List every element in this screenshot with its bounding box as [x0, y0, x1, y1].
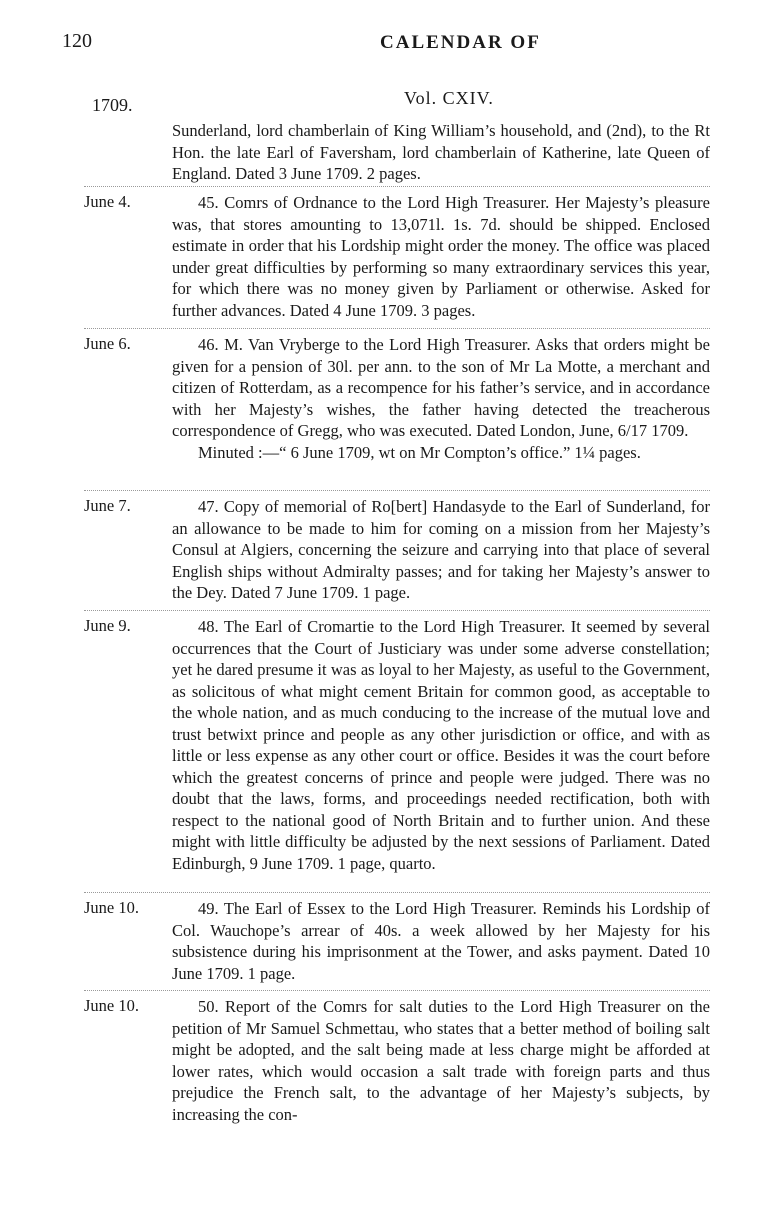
entry-body: [172, 192, 710, 321]
entry-paragraph: 48. The Earl of Cromartie to the Lord High Treasurer. It seemed by several occurrences that the Court of Justiciary was under some adverse constellation; yet he dared presume it was as loyal to her Majesty, as useful to the Government, as solicitous of what might cement Britain for common good, as acceptable to the whole nation, and as much conducing to the increase of the mutual love and trust betwixt prince and people as any other jurisdiction or office, and with as little or less expense as any other court or office. Besides it was the court before which the greatest concerns of prince and people were judged. There was no doubt that the laws, forms, and proceedings needed rectification, both with respect to the national good of North Britain and to further union. And these might with little difficulty be adjusted by the next sessions of Parliament. Dated Edinburgh, 9 June 1709. 1 page, quarto.: [172, 617, 710, 873]
entry-paragraph: 49. The Earl of Essex to the Lord High Treasurer. Reminds his Lordship of Col. Wauchope’s arrear of 40s. a week allowed by her Majesty for his subsistence during his imprisonment at the Tower, and asks payment. Dated 10 June 1709. 1 page.: [172, 899, 710, 983]
entry-paragraph: 50. Report of the Comrs for salt duties to the Lord High Treasurer on the petition of Mr Samuel Schmettau, who states that a better method of boiling salt might be adopted, and the salt being made at less charge might be afforded at lower rates, which would occasion a salt trade with foreign parts and thus prejudice the French salt, to the advantage of her Majesty’s subjects, by increasing the con-: [172, 997, 710, 1124]
entry-divider: [84, 610, 710, 611]
page-number: 120: [62, 30, 92, 52]
volume-year: 1709.: [92, 95, 133, 115]
entry-body: [172, 996, 710, 1125]
entry-50: [84, 996, 710, 1125]
entry-45: [84, 192, 710, 321]
entry-divider: [84, 990, 710, 991]
entry-continuation: [84, 120, 710, 185]
entry-date: June 6.: [84, 334, 131, 353]
entry-paragraph: 46. M. Van Vryberge to the Lord High Treasurer. Asks that orders might be given for a pension of 30l. per ann. to the son of Mr La Motte, a merchant and citizen of Rotterdam, as a recompence for his father’s service, and in accordance with her Majesty’s wishes, the father having detected the treacherous correspondence of Gregg, who was executed. Dated London, June, 6/17 1709.: [172, 335, 710, 440]
entry-date: June 4.: [84, 192, 131, 211]
entry-body: [172, 616, 710, 874]
entry-body: [172, 898, 710, 984]
entry-48: [84, 616, 710, 874]
entry-body: [172, 334, 710, 463]
volume-label: Vol. CXIV.: [404, 88, 494, 108]
entry-date: June 10.: [84, 996, 139, 1015]
running-title: CALENDAR OF: [380, 32, 541, 53]
entry-divider: [84, 490, 710, 491]
minuted-note: Minuted :—“ 6 June 1709, wt on Mr Compton’s office.” 1¼ pages.: [198, 442, 641, 462]
entry-date: June 7.: [84, 496, 131, 515]
entry-body: [172, 496, 710, 604]
entry-paragraph: 45. Comrs of Ordnance to the Lord High Treasurer. Her Majesty’s pleasure was, that stores amounting to 13,071l. 1s. 7d. should be shipped. Enclosed estimate in order that his Lordship might order the money. The office was placed under great difficulties by performing so many extraordinary services this year, for which there was no money given by Parliament or otherwise. Asked for further advances. Dated 4 June 1709. 3 pages.: [172, 193, 710, 320]
entry-body: [172, 120, 710, 185]
entry-46: [84, 334, 710, 463]
entry-divider: [84, 892, 710, 893]
entry-49: [84, 898, 710, 984]
entry-47: [84, 496, 710, 604]
entry-paragraph: 47. Copy of memorial of Ro[bert] Handasyde to the Earl of Sunderland, for an allowance to be made to him for coming on a mission from her Majesty’s Consul at Algiers, concerning the seizure and carrying into that place of several English ships without Admiralty passes; and for taking her Majesty’s answer to the Dey. Dated 7 June 1709. 1 page.: [172, 497, 710, 602]
entry-divider: [84, 328, 710, 329]
entry-paragraph: Sunderland, lord chamberlain of King William’s household, and (2nd), to the Rt Hon. the late Earl of Faversham, lord chamberlain of Katherine, late Queen of England. Dated 3 June 1709. 2 pages.: [172, 121, 710, 183]
entry-date: June 9.: [84, 616, 131, 635]
entry-date: June 10.: [84, 898, 139, 917]
entry-divider: [84, 186, 710, 187]
